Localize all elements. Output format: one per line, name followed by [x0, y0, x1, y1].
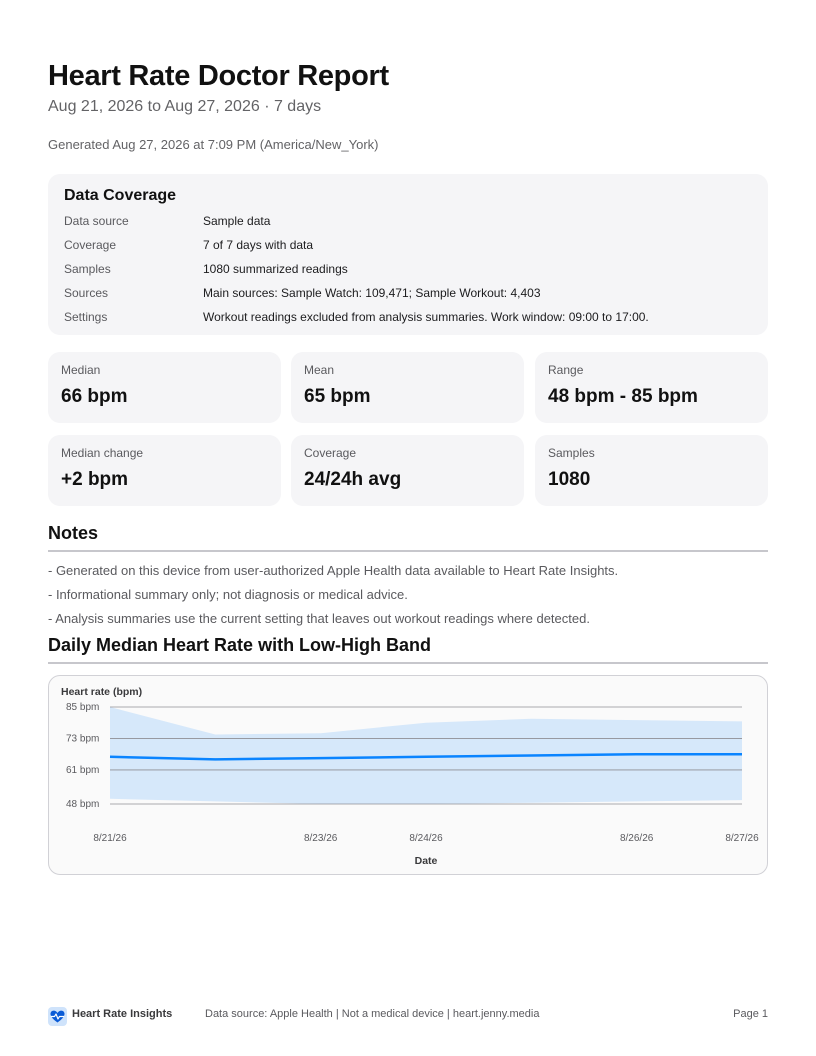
coverage-key: Data source	[64, 214, 129, 228]
report-title: Heart Rate Doctor Report	[48, 60, 389, 92]
x-axis-title: Date	[414, 855, 438, 867]
stat-value: +2 bpm	[61, 469, 129, 490]
stat-label: Samples	[548, 446, 595, 460]
heart-rate-chart-card	[48, 675, 768, 875]
stat-value: 48 bpm - 85 bpm	[548, 386, 698, 407]
y-axis-title: Heart rate (bpm)	[61, 686, 143, 698]
coverage-key: Samples	[64, 262, 111, 276]
heart-pulse-icon	[48, 1007, 67, 1026]
stat-card-median	[48, 352, 281, 423]
stat-value: 24/24h avg	[304, 469, 402, 490]
x-tick-label: 8/23/26	[303, 833, 338, 844]
report-page	[48, 0, 768, 1056]
brand-name: Heart Rate Insights	[72, 1008, 173, 1020]
chart-section-heading: Daily Median Heart Rate with Low-High Band	[48, 635, 768, 664]
low-high-band	[110, 707, 742, 804]
stat-label: Range	[548, 363, 584, 377]
stat-label: Mean	[304, 363, 335, 377]
coverage-value: 1080 summarized readings	[203, 262, 348, 276]
y-tick-label: 85 bpm	[66, 702, 100, 713]
page-number: Page 1	[733, 1008, 768, 1020]
generated-timestamp: Generated Aug 27, 2026 at 7:09 PM (America/New_York)	[48, 137, 379, 152]
x-tick-label: 8/21/26	[93, 833, 127, 844]
stat-card-range	[535, 352, 768, 423]
stat-value: 66 bpm	[61, 386, 128, 407]
coverage-key: Settings	[64, 310, 108, 324]
x-tick-label: 8/24/26	[409, 833, 443, 844]
note-item: - Analysis summaries use the current setting that leaves out workout readings where detected.	[48, 611, 590, 626]
stat-value: 1080	[548, 469, 591, 490]
stat-card-coverage	[291, 435, 524, 506]
x-tick-label: 8/26/26	[619, 833, 654, 844]
heart-rate-chart	[49, 676, 767, 874]
stat-card-samples	[535, 435, 768, 506]
x-tick-label: 8/27/26	[725, 833, 759, 844]
stat-card-mean	[291, 352, 524, 423]
coverage-value: Workout readings excluded from analysis summaries. Work window: 09:00 to 17:00.	[203, 310, 649, 324]
note-item: - Generated on this device from user-authorized Apple Health data available to Heart Rate Insights.	[48, 563, 619, 578]
coverage-key: Sources	[64, 286, 109, 300]
stat-card-median-change	[48, 435, 281, 506]
stat-label: Median	[61, 363, 101, 377]
notes-heading: Notes	[48, 523, 768, 552]
data-coverage-heading: Data Coverage	[64, 187, 177, 204]
coverage-key: Coverage	[64, 238, 117, 252]
stat-label: Median change	[61, 446, 144, 460]
y-tick-label: 73 bpm	[66, 733, 100, 745]
note-item: - Informational summary only; not diagnosis or medical advice.	[48, 587, 408, 602]
y-tick-label: 61 bpm	[66, 764, 100, 776]
data-coverage-card	[48, 174, 768, 335]
footer-disclaimer: Data source: Apple Health | Not a medical device | heart.jenny.media	[205, 1008, 540, 1020]
coverage-value: Sample data	[203, 214, 271, 228]
page-footer	[48, 1006, 768, 1026]
stat-value: 65 bpm	[304, 386, 371, 407]
y-tick-label: 48 bpm	[66, 799, 100, 810]
coverage-value: Main sources: Sample Watch: 109,471; Sample Workout: 4,403	[203, 286, 541, 300]
stat-label: Coverage	[304, 446, 357, 460]
report-date-range: Aug 21, 2026 to Aug 27, 2026 · 7 days	[48, 98, 322, 115]
coverage-value: 7 of 7 days with data	[203, 238, 314, 252]
